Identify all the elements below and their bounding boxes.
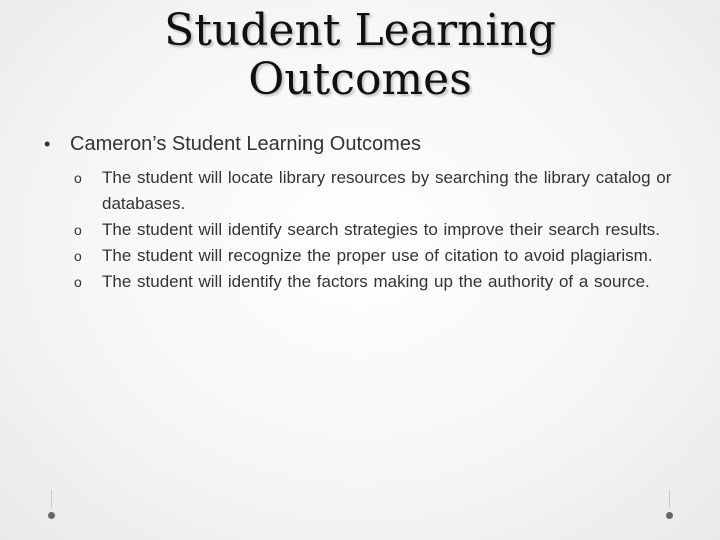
- sub-bullet-item: [74, 217, 694, 243]
- sub-bullet-item: [74, 165, 694, 217]
- bullet-dot-icon: •: [44, 134, 51, 154]
- hollow-circle-bullet-icon: o: [74, 222, 82, 238]
- hollow-circle-bullet-icon: o: [74, 170, 82, 186]
- hollow-circle-bullet-icon: o: [74, 274, 82, 290]
- sub-bullet-list: [74, 165, 694, 295]
- slide-title: Student Learning Outcomes: [164, 5, 556, 105]
- main-bullet-item: [44, 129, 694, 159]
- main-bullet-text: Cameron’s Student Learning Outcomes: [70, 133, 421, 155]
- left-decorative-line: [51, 490, 52, 508]
- sub-bullet-item: [74, 243, 694, 269]
- sub-bullet-item: [74, 269, 694, 295]
- right-decorative-dot-icon: [666, 512, 673, 519]
- sub-bullet-text: The student will recognize the proper use of citation to avoid plagiarism.: [102, 246, 653, 265]
- right-decorative-line: [669, 490, 670, 508]
- left-decorative-dot-icon: [48, 512, 55, 519]
- sub-bullet-text: The student will identify search strategies to improve their search results.: [102, 220, 661, 239]
- hollow-circle-bullet-icon: o: [74, 248, 82, 264]
- sub-bullet-text: The student will locate library resources by searching the library catalog or databases.: [102, 168, 672, 213]
- slide-content: [44, 129, 694, 295]
- sub-bullet-text: The student will identify the factors making up the authority of a source.: [102, 272, 650, 291]
